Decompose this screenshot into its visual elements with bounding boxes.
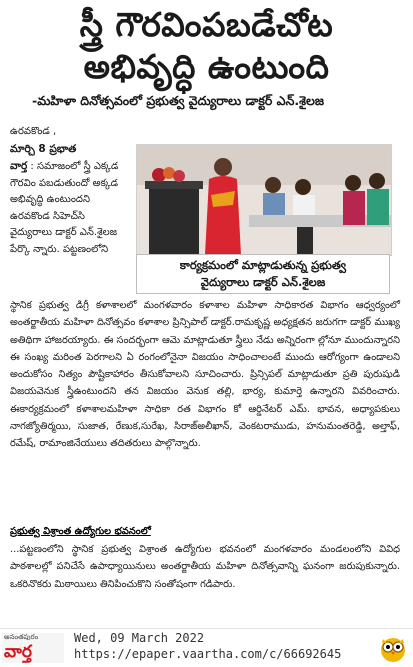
lead-text: : సమాజంలో స్త్రీ ఎక్కడ గౌరవిం పబడుతుందో అక్కడ అభివృద్ధి ఉంటుందని ఉరవకొండ సిహెచ్‌సి వైద్యురాలు డాక్టర్ ఎన్.శైలజ పేర్కొ న్నారు. పట్టణంలోని (10, 161, 119, 255)
body-paragraph-2: ...పట్టణంలోని స్థానిక ప్రభుత్వ విశ్రాంత ఉద్యోగుల భవనంలో మంగళవారం మండలంలోని వివిధ పాఠశాలల్లో పనిచేసే ఉపాధ్యాయినులు అంతర్జాతీయ మహిళా దినోత్సవాన్ని ఘనంగా జరుపుకున్నారు. ఒకరినొకరు మిఠాయిలు తినిపించుకొని సంతోషంగా గడిపారు. (10, 544, 400, 590)
body-paragraph-1: స్థానిక ప్రభుత్వ డిగ్రీ కళాశాలలో మంగళవారం కళాశాల మహిళా సాధికారత విభాగం ఆధ్వర్యంలో అంతర్జాతీయ మహిళా దినోత్సవం కళాశాల ప్రిన్సిపాల్ డాక్టర్.రామకృష్ణ అధ్యక్షతన జరుగగా డాక్టర్ ముఖ్య అతిథిగా హాజరయ్యారు. ఈ సందర్భంగా ఆమె మాట్లాడుతూ స్త్రీలు నేడు అన్నిరంగా ల్లోనూ ముందున్నారని ఈ సంఖ్య మరింత పెరగాలని ఏ రంగంలోనైనా విజయం సాధించాలంటే ముందు ఆరోగ్యంగా ఉండాలని అందుకోసం నిత్యం పౌష్టికాహారం తీసుకోవాలని సూచించారు. ప్రిన్సిపల్ మాట్లాడుతూ ప్రతి పురుషుడి విజయవెనుక స్త్రీఉంటుందని తన విజయం వెనుక తల్లి, భార్య, కుమార్తె ఉన్నారని వివరించారు. ఈకార్యక్రమంలో కళాశాలమహిళా సాధికా రత విభాగం కో ఆర్డినేటర్ ఎమ్. భావన, అధ్యాపకులు నాగజ్యోతిర్మయి, సుజాత, రేణుక,సురేఖ, సిరాజ్‌అలీఖాన్, వెంకటరాముడు, హనుమంతరెడ్డి, అల్తాఫ్, రమేష్, రామాంజినేయులు తదితరులు పాల్గొన్నారు. (10, 300, 400, 450)
dateline (10, 124, 128, 258)
dateline-date: మార్చి 8 ప్రభాత (10, 142, 77, 155)
epaper-url[interactable]: https://epaper.vaartha.com/c/66692645 (74, 647, 342, 661)
photo-caption-line-2: వైద్యురాలు డాక్టర్ ఎన్.శైలజ (200, 275, 326, 289)
owl-icon (378, 633, 408, 663)
photo-scene (137, 145, 391, 255)
subheading-text: ప్రభుత్వ విశ్రాంత ఉద్యోగుల భవనంలో (10, 526, 151, 537)
lead-paragraph (10, 158, 128, 258)
edition-date: Wed, 09 March 2022 (74, 631, 205, 645)
section-subheading (10, 524, 400, 540)
dateline-source: వార్త (10, 160, 28, 172)
vaartha-logo[interactable] (2, 633, 64, 663)
dateline-place: ఉరవకొండ , (10, 126, 57, 137)
photo-caption (136, 254, 390, 294)
subheadline: -మహిళా దినోత్సవంలో ప్రభుత్వ వైద్యురాలు డాక్టర్ ఎన్.శైలజ (32, 93, 324, 108)
article-photo (136, 144, 392, 256)
logo-mark-text: వార్త (4, 642, 32, 662)
headline (14, 4, 399, 88)
logo-city-text: అనంతపురం (4, 633, 39, 641)
dateline-date-row (10, 141, 128, 159)
headline-line-1: స్త్రీ గౌరవింపబడేచోట (79, 5, 334, 44)
photo-caption-line-1: కార్యక్రమంలో మాట్లాడుతున్న ప్రభుత్వ (179, 258, 347, 272)
footer-bar (0, 628, 413, 667)
headline-line-2: అభివృద్ధి ఉంటుంది (83, 47, 330, 86)
